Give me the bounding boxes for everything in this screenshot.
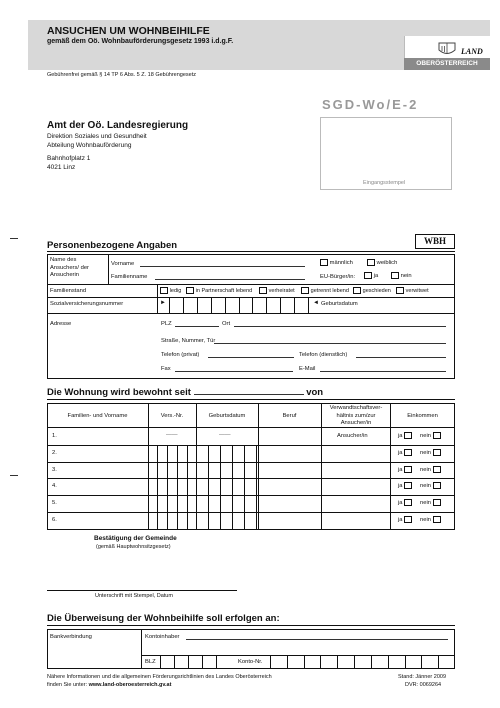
- col-header-geb: Geburtsdatum: [208, 413, 246, 419]
- section-rule: [47, 625, 455, 626]
- digit-cell-divider: [220, 445, 221, 462]
- fs-verwitwet[interactable]: [396, 287, 429, 294]
- geburtsdatum-label: Geburtsdatum: [321, 301, 358, 307]
- section-rule: [47, 399, 455, 400]
- familienname-label: Familienname: [111, 274, 148, 280]
- col-divider: [258, 403, 259, 530]
- email-field[interactable]: [320, 365, 446, 372]
- income-yes-option[interactable]: [398, 466, 412, 475]
- tel-dienst-label: Telefon (dienstlich): [299, 352, 348, 358]
- email-label: E-Mail: [299, 366, 316, 372]
- income-no-checkbox[interactable]: [433, 499, 441, 506]
- eu-no-option[interactable]: [391, 272, 412, 281]
- plz-field[interactable]: [175, 320, 219, 327]
- fax-label: Fax: [161, 366, 171, 372]
- fee-note: Gebührenfrei gemäß § 14 TP 6 Abs. 5 Z. 18 Gebührengesetz: [47, 72, 196, 78]
- income-no-label: nein: [420, 450, 431, 457]
- digit-cell-divider: [187, 478, 188, 495]
- income-yes-option[interactable]: [398, 516, 412, 525]
- divider: [141, 629, 142, 669]
- authority-line: Bahnhofplatz 1: [47, 155, 91, 162]
- bank-label: Bankverbindung: [50, 634, 92, 640]
- digit-cell[interactable]: [371, 655, 388, 669]
- digit-cell-divider: [220, 512, 221, 529]
- wbh-badge: WBH: [415, 234, 455, 249]
- authority-line: 4021 Linz: [47, 164, 76, 171]
- female-option[interactable]: [367, 259, 397, 268]
- digit-cell-divider: [167, 478, 168, 495]
- digit-cell-divider: [208, 445, 209, 462]
- income-yes-checkbox[interactable]: [404, 516, 412, 523]
- income-no-label: nein: [420, 433, 431, 440]
- digit-cell-divider: [187, 462, 188, 479]
- signature-label: Unterschrift mit Stempel, Datum: [95, 593, 173, 599]
- divider: [157, 284, 158, 313]
- strasse-field[interactable]: [214, 337, 446, 344]
- col-header-verw: Verwandtschaftsver-hältnis zum/zur Ansucher/in: [329, 405, 383, 427]
- fold-mark: [10, 475, 18, 476]
- table-row-divider: [47, 462, 455, 463]
- income-yes-checkbox[interactable]: [404, 449, 412, 456]
- strasse-label: Straße, Nummer, Tür: [161, 338, 216, 344]
- income-yes-checkbox[interactable]: [404, 432, 412, 439]
- digit-cell-divider: [157, 495, 158, 512]
- table-row-divider: [47, 512, 455, 513]
- divider: [108, 254, 109, 284]
- first-relation: Ansucher/in: [337, 433, 368, 439]
- digit-cell-divider: [177, 462, 178, 479]
- table-row-number: 5.: [52, 500, 57, 506]
- digit-cell-divider: [244, 478, 245, 495]
- digit-cell-divider: [177, 495, 178, 512]
- female-checkbox[interactable]: [367, 259, 375, 266]
- income-yes-label: ja: [398, 433, 403, 440]
- digit-cell-divider: [220, 495, 221, 512]
- kontoinhaber-label: Kontoinhaber: [145, 634, 180, 640]
- svnr-field[interactable]: [169, 297, 309, 313]
- checkbox[interactable]: [186, 287, 194, 294]
- placeholder-dash: ——: [219, 432, 231, 438]
- digit-cell-divider: [244, 512, 245, 529]
- digit-cell-divider: [256, 478, 257, 495]
- digit-cell-divider: [256, 462, 257, 479]
- income-no-checkbox[interactable]: [433, 432, 441, 439]
- arrow-right-icon: ►: [160, 300, 166, 306]
- income-no-option[interactable]: [420, 432, 441, 441]
- table-header-divider: [47, 427, 455, 428]
- digit-cell-divider: [157, 478, 158, 495]
- eu-yes-label: ja: [373, 273, 379, 280]
- confirm-title: Bestätigung der Gemeinde: [94, 535, 177, 542]
- table-row-number: 3.: [52, 467, 57, 473]
- eu-no-label: nein: [400, 273, 412, 280]
- section-rule: [47, 251, 455, 252]
- income-no-option[interactable]: [420, 516, 441, 525]
- digit-cell[interactable]: [354, 655, 371, 669]
- income-no-checkbox[interactable]: [433, 449, 441, 456]
- digit-cell-divider: [208, 462, 209, 479]
- digit-cell-divider: [157, 462, 158, 479]
- svnr-label: Sozialversicherungsnummer: [50, 301, 124, 307]
- fs-verheiratet[interactable]: [259, 287, 295, 294]
- digit-cell[interactable]: [287, 655, 304, 669]
- fold-mark: [10, 238, 18, 239]
- familienname-field[interactable]: [155, 273, 305, 280]
- digit-cell-divider: [232, 495, 233, 512]
- income-yes-option[interactable]: [398, 432, 412, 441]
- divider: [47, 284, 455, 285]
- eu-yes-checkbox[interactable]: [364, 272, 372, 279]
- digit-cell[interactable]: [421, 655, 438, 669]
- digit-cell-divider: [244, 495, 245, 512]
- divider: [47, 313, 455, 314]
- digit-cell[interactable]: [188, 655, 202, 669]
- digit-cell-divider: [157, 512, 158, 529]
- digit-cell[interactable]: [202, 655, 216, 669]
- col-header-eink: Einkommen: [407, 413, 438, 419]
- fs-getrennt[interactable]: [301, 287, 349, 294]
- residence-title-post: von: [306, 387, 324, 398]
- logo-word: LAND: [461, 47, 483, 56]
- fs-label: geschieden: [362, 288, 391, 295]
- blz-label: BLZ: [145, 659, 156, 665]
- confirm-sub: (gemäß Hauptwohnsitzgesetz): [96, 544, 171, 550]
- digit-cell-divider: [208, 495, 209, 512]
- digit-cell-divider: [256, 445, 257, 462]
- digit-cell[interactable]: [216, 655, 230, 669]
- authority-line: Direktion Soziales und Gesundheit: [47, 133, 147, 140]
- digit-cell-divider: [232, 478, 233, 495]
- male-option[interactable]: [320, 259, 353, 268]
- placeholder-dash: ——: [166, 432, 178, 438]
- arrow-left-icon: ◄: [313, 300, 319, 306]
- residence-since-field[interactable]: [194, 387, 304, 395]
- income-no-label: nein: [420, 483, 431, 490]
- income-yes-label: ja: [398, 467, 403, 474]
- income-no-checkbox[interactable]: [433, 516, 441, 523]
- footer-stand: Stand: Jänner 2009: [398, 674, 447, 680]
- eu-no-checkbox[interactable]: [391, 272, 399, 279]
- digit-cell-divider: [244, 462, 245, 479]
- income-no-label: nein: [420, 500, 431, 507]
- authority-title: Amt der Oö. Landesregierung: [47, 120, 189, 131]
- digit-cell-divider: [167, 512, 168, 529]
- income-yes-label: ja: [398, 500, 403, 507]
- digit-cell-divider: [157, 445, 158, 462]
- income-no-checkbox[interactable]: [433, 466, 441, 473]
- digit-cell-divider: [177, 478, 178, 495]
- logo-region: OBERÖSTERREICH: [404, 58, 490, 70]
- fs-label: in Partnerschaft lebend: [195, 288, 253, 295]
- digit-cell-divider: [220, 462, 221, 479]
- stamp-label: Eingangsstempel: [363, 180, 406, 186]
- digit-cell[interactable]: [174, 655, 188, 669]
- familienstand-label: Familienstand: [50, 288, 87, 294]
- digit-cell[interactable]: [438, 655, 455, 669]
- konto-label: Konto-Nr.: [238, 659, 263, 665]
- footer-url-link[interactable]: www.land-oberoesterreich.gv.at: [88, 682, 172, 688]
- income-yes-label: ja: [398, 483, 403, 490]
- income-yes-label: ja: [398, 450, 403, 457]
- fs-ledig[interactable]: [160, 287, 181, 294]
- col-header-vers: Vers.-Nr.: [160, 413, 184, 419]
- table-row-divider: [47, 478, 455, 479]
- income-yes-checkbox[interactable]: [404, 482, 412, 489]
- digit-cell-divider: [167, 462, 168, 479]
- digit-cell[interactable]: [160, 655, 174, 669]
- col-divider: [196, 403, 197, 530]
- fs-label: getrennt lebend: [310, 288, 349, 295]
- digit-cell-divider: [167, 445, 168, 462]
- digit-cell-divider: [187, 495, 188, 512]
- digit-cell[interactable]: [388, 655, 405, 669]
- income-no-option[interactable]: [420, 449, 441, 458]
- col-divider: [148, 403, 149, 530]
- tel-privat-field[interactable]: [208, 351, 294, 358]
- fs-label: verheiratet: [268, 288, 295, 295]
- checkbox[interactable]: [396, 287, 404, 294]
- digit-cell[interactable]: [270, 655, 287, 669]
- household-table: [47, 403, 455, 530]
- income-yes-option[interactable]: [398, 482, 412, 491]
- form-title: ANSUCHEN UM WOHNBEIHILFE: [47, 25, 210, 37]
- table-row-number: 2.: [52, 450, 57, 456]
- footer-dvr: DVR: 0069264: [405, 682, 442, 688]
- female-label: weiblich: [376, 260, 398, 267]
- digit-cell-divider: [256, 512, 257, 529]
- checkbox[interactable]: [160, 287, 168, 294]
- footer-info-pre: finden Sie unter:: [47, 682, 88, 688]
- digit-cell-divider: [232, 445, 233, 462]
- name-label: Name des Ansuchers/ der Ansucherin: [50, 257, 89, 279]
- checkbox[interactable]: [353, 287, 361, 294]
- fs-label: ledig: [169, 288, 182, 295]
- fs-partnerschaft[interactable]: [186, 287, 252, 294]
- vorname-field[interactable]: [140, 260, 305, 267]
- checkbox[interactable]: [301, 287, 309, 294]
- digit-cell[interactable]: [320, 655, 337, 669]
- table-row-number: 4.: [52, 483, 57, 489]
- section-residence-title: [47, 387, 323, 398]
- digit-cell[interactable]: [304, 655, 321, 669]
- kontoinhaber-field[interactable]: [186, 633, 448, 640]
- table-row-number: 6.: [52, 517, 57, 523]
- digit-cell-divider: [232, 462, 233, 479]
- fax-field[interactable]: [175, 365, 293, 372]
- male-checkbox[interactable]: [320, 259, 328, 266]
- table-row-divider: [47, 445, 455, 446]
- col-header-beruf: Beruf: [282, 413, 297, 419]
- digit-cell-divider: [208, 478, 209, 495]
- vorname-label: Vorname: [111, 261, 135, 267]
- footer-info: Nähere Informationen und die allgemeinen Förderungsrichtlinien des Landes Oberösterreich: [47, 674, 272, 680]
- section-transfer-title: Die Überweisung der Wohnbeihilfe soll erfolgen an:: [47, 613, 280, 624]
- digit-cell-divider: [167, 495, 168, 512]
- income-no-label: nein: [420, 467, 431, 474]
- fs-geschieden[interactable]: [353, 287, 391, 294]
- konto-field[interactable]: [270, 655, 455, 669]
- section-personal-title: Personenbezogene Angaben: [47, 240, 178, 251]
- signature-line[interactable]: [47, 590, 237, 591]
- digit-cell-divider: [187, 445, 188, 462]
- table-row-divider: [47, 495, 455, 496]
- income-no-label: nein: [420, 517, 431, 524]
- col-divider: [321, 403, 322, 530]
- eu-label: EU-Bürger/in:: [320, 274, 356, 280]
- income-no-option[interactable]: [420, 466, 441, 475]
- digit-cell-divider: [256, 495, 257, 512]
- income-yes-checkbox[interactable]: [404, 499, 412, 506]
- col-header-name: Familien- und Vorname: [67, 413, 128, 419]
- table-row-number: 1.: [52, 433, 57, 439]
- digit-cell-divider: [177, 512, 178, 529]
- income-no-checkbox[interactable]: [433, 482, 441, 489]
- footer-info-2: [47, 682, 171, 688]
- income-no-option[interactable]: [420, 499, 441, 508]
- form-code: SGD-Wo/E-2: [322, 97, 419, 112]
- income-yes-option[interactable]: [398, 449, 412, 458]
- digit-cell-divider: [187, 512, 188, 529]
- ort-label: Ort: [222, 321, 231, 327]
- income-yes-checkbox[interactable]: [404, 466, 412, 473]
- ort-field[interactable]: [234, 320, 446, 327]
- digit-cell[interactable]: [337, 655, 354, 669]
- fs-label: verwitwet: [405, 288, 429, 295]
- checkbox[interactable]: [259, 287, 267, 294]
- tel-privat-label: Telefon (privat): [161, 352, 200, 358]
- coat-of-arms-icon: [436, 41, 458, 57]
- tel-dienst-field[interactable]: [356, 351, 446, 358]
- digit-cell-divider: [232, 512, 233, 529]
- col-divider: [390, 403, 391, 530]
- digit-cell-divider: [244, 445, 245, 462]
- residence-title-pre: Die Wohnung wird bewohnt seit: [47, 387, 191, 398]
- plz-label: PLZ: [161, 321, 172, 327]
- authority-line: Abteilung Wohnbauförderung: [47, 142, 132, 149]
- adresse-label: Adresse: [50, 321, 72, 327]
- form-subtitle: gemäß dem Oö. Wohnbauförderungsgesetz 1993 i.d.g.F.: [47, 38, 234, 45]
- income-yes-label: ja: [398, 517, 403, 524]
- eu-yes-option[interactable]: [364, 272, 378, 281]
- digit-cell-divider: [208, 512, 209, 529]
- income-yes-option[interactable]: [398, 499, 412, 508]
- income-no-option[interactable]: [420, 482, 441, 491]
- blz-field[interactable]: [160, 655, 230, 669]
- digit-cell-divider: [177, 445, 178, 462]
- digit-cell-divider: [220, 478, 221, 495]
- digit-cell[interactable]: [405, 655, 422, 669]
- male-label: männlich: [329, 260, 353, 267]
